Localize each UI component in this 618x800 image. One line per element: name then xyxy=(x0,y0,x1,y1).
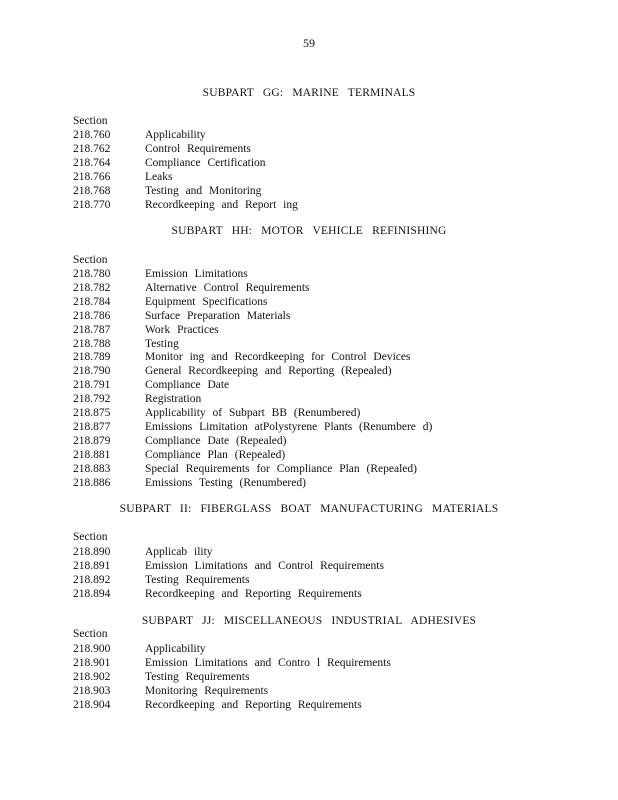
section-number: 218.902 xyxy=(73,671,111,683)
section-number: 218.780 xyxy=(73,268,111,280)
list-item xyxy=(0,698,618,712)
section-number: 218.890 xyxy=(73,546,111,558)
list-item xyxy=(0,684,618,698)
list-item xyxy=(0,156,618,170)
section-title: Work Practices xyxy=(145,324,219,336)
section-title: Compliance Certification xyxy=(145,157,266,169)
section-number: 218.886 xyxy=(73,477,111,489)
section-title: General Recordkeeping and Reporting (Repealed) xyxy=(145,365,392,377)
list-item xyxy=(0,128,618,142)
list-item xyxy=(0,559,618,573)
section-number: 218.792 xyxy=(73,393,111,405)
section-number: 218.764 xyxy=(73,157,111,169)
section-title: Testing and Monitoring xyxy=(145,185,262,197)
section-title: Emission Limitations and Control Requirements xyxy=(145,560,384,572)
list-item xyxy=(0,142,618,156)
list-item xyxy=(0,406,618,420)
section-title: Monitoring Requirements xyxy=(145,685,269,697)
section-number: 218.894 xyxy=(73,588,111,600)
section-title: Monitor ing and Recordkeeping for Control Devices xyxy=(145,351,411,363)
list-item xyxy=(0,434,618,448)
section-title: Compliance Date xyxy=(145,379,230,391)
section-title: Applicab ility xyxy=(145,546,213,558)
section-title: Equipment Specifications xyxy=(145,296,268,308)
section-number: 218.768 xyxy=(73,185,111,197)
section-number: 218.789 xyxy=(73,351,111,363)
subpart-heading: SUBPART JJ: MISCELLANEOUS INDUSTRIAL ADHESIVES xyxy=(141,615,477,627)
list-item xyxy=(0,198,618,212)
section-label: Section xyxy=(73,254,108,266)
list-item xyxy=(0,448,618,462)
list-item xyxy=(0,642,618,656)
section-number: 218.786 xyxy=(73,310,111,322)
list-item xyxy=(0,323,618,337)
section-number: 218.881 xyxy=(73,449,111,461)
subpart-heading: SUBPART HH: MOTOR VEHICLE REFINISHING xyxy=(171,225,447,237)
section-title: Testing xyxy=(145,338,179,350)
section-number: 218.791 xyxy=(73,379,111,391)
section-number: 218.883 xyxy=(73,463,111,475)
section-number: 218.766 xyxy=(73,171,111,183)
section-title: Recordkeeping and Reporting Requirements xyxy=(145,588,362,600)
list-item xyxy=(0,670,618,684)
list-item xyxy=(0,476,618,490)
section-title: Compliance Date (Repealed) xyxy=(145,435,287,447)
section-title: Applicability xyxy=(145,643,206,655)
section-title: Surface Preparation Materials xyxy=(145,310,291,322)
section-number: 218.782 xyxy=(73,282,111,294)
page-number: 59 xyxy=(303,36,315,50)
list-item xyxy=(0,309,618,323)
section-title: Special Requirements for Compliance Plan (Repealed) xyxy=(145,463,417,475)
section-number: 218.892 xyxy=(73,574,111,586)
section-title: Compliance Plan (Repealed) xyxy=(145,449,286,461)
section-title: Registration xyxy=(145,393,202,405)
section-number: 218.787 xyxy=(73,324,111,336)
list-item xyxy=(0,184,618,198)
list-item xyxy=(0,378,618,392)
section-number: 218.879 xyxy=(73,435,111,447)
section-title: Recordkeeping and Reporting Requirements xyxy=(145,699,362,711)
list-item xyxy=(0,267,618,281)
section-number: 218.788 xyxy=(73,338,111,350)
section-number: 218.900 xyxy=(73,643,111,655)
section-label: Section xyxy=(73,115,108,127)
section-number: 218.784 xyxy=(73,296,111,308)
section-number: 218.903 xyxy=(73,685,111,697)
list-item xyxy=(0,170,618,184)
section-number: 218.760 xyxy=(73,129,111,141)
section-title: Leaks xyxy=(145,171,173,183)
list-item xyxy=(0,392,618,406)
subpart-heading: SUBPART GG: MARINE TERMINALS xyxy=(202,87,416,99)
list-item xyxy=(0,573,618,587)
list-item xyxy=(0,420,618,434)
section-title: Emissions Limitation atPolystyrene Plants (Renumbere d) xyxy=(145,421,433,433)
section-title: Recordkeeping and Report ing xyxy=(145,199,298,211)
list-item xyxy=(0,587,618,601)
section-number: 218.875 xyxy=(73,407,111,419)
list-item xyxy=(0,656,618,670)
section-title: Control Requirements xyxy=(145,143,251,155)
list-item xyxy=(0,350,618,364)
subpart-heading: SUBPART II: FIBERGLASS BOAT MANUFACTURING MATERIALS xyxy=(119,503,499,515)
section-number: 218.904 xyxy=(73,699,111,711)
list-item xyxy=(0,337,618,351)
section-number: 218.770 xyxy=(73,199,111,211)
list-item xyxy=(0,281,618,295)
section-title: Emission Limitations and Contro l Requirements xyxy=(145,657,391,669)
section-title: Applicability of Subpart BB (Renumbered) xyxy=(145,407,361,419)
section-label: Section xyxy=(73,531,108,543)
section-title: Emission Limitations xyxy=(145,268,248,280)
section-title: Testing Requirements xyxy=(145,574,250,586)
section-title: Alternative Control Requirements xyxy=(145,282,310,294)
list-item xyxy=(0,462,618,476)
section-number: 218.790 xyxy=(73,365,111,377)
section-title: Testing Requirements xyxy=(145,671,250,683)
section-number: 218.901 xyxy=(73,657,111,669)
section-number: 218.891 xyxy=(73,560,111,572)
list-item xyxy=(0,545,618,559)
section-number: 218.877 xyxy=(73,421,111,433)
section-label: Section xyxy=(73,628,108,640)
section-title: Emissions Testing (Renumbered) xyxy=(145,477,306,489)
list-item xyxy=(0,295,618,309)
list-item xyxy=(0,364,618,378)
section-title: Applicability xyxy=(145,129,206,141)
section-number: 218.762 xyxy=(73,143,111,155)
